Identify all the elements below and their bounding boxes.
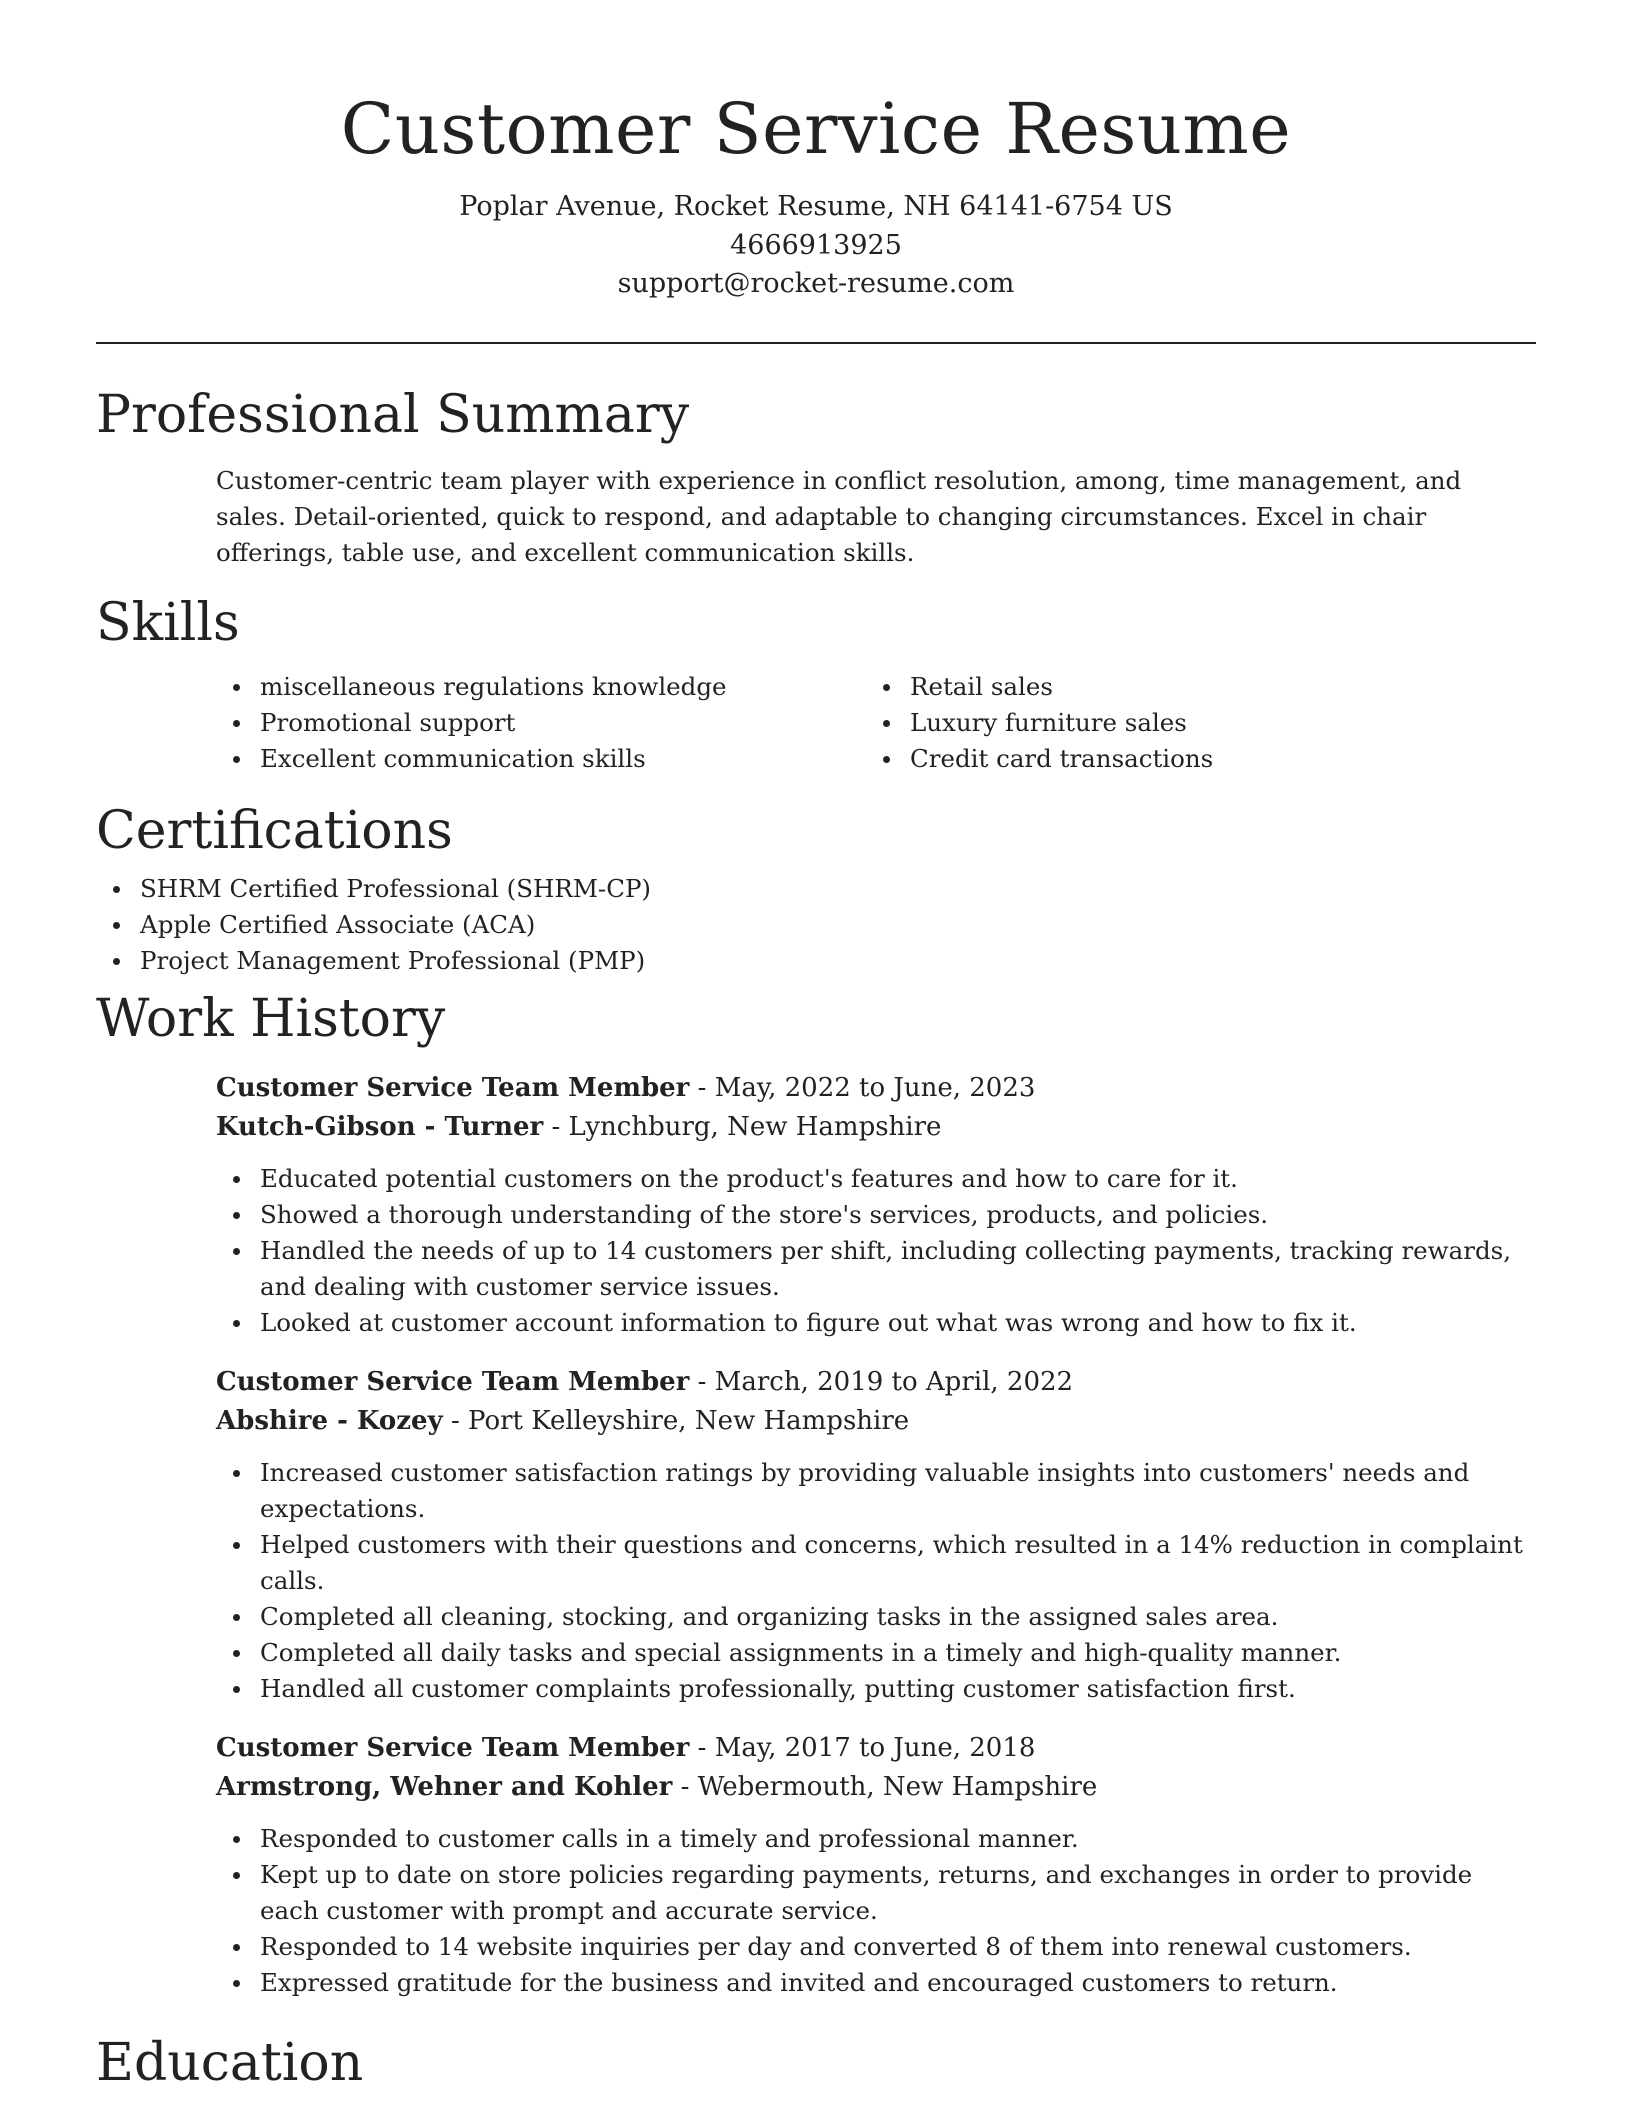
job-role: Customer Service Team Member: [216, 1367, 690, 1397]
skills-left-list: [216, 669, 866, 777]
job-duty: Educated potential customers on the product's features and how to care for it.: [216, 1161, 1536, 1197]
job-role: Customer Service Team Member: [216, 1733, 690, 1763]
job-duty: Completed all cleaning, stocking, and organizing tasks in the assigned sales area.: [216, 1599, 1536, 1635]
summary-text: Customer-centric team player with experience in conflict resolution, among, time management, and sales. Detail-oriented, quick to respond, and adaptable to changing circumstances. Excel in chair offerings, table use, and excellent communication skills.: [216, 466, 1462, 567]
job-entry: [216, 1363, 1536, 1707]
job-role-line: Customer Service Team Member - May, 2017 to June, 2018: [216, 1733, 1036, 1763]
skill-item: Credit card transactions: [866, 741, 1516, 777]
job-company-line: Abshire - Kozey - Port Kelleyshire, New Hampshire: [216, 1406, 910, 1436]
job-duty: Responded to 14 website inquiries per day and converted 8 of them into renewal customers.: [216, 1929, 1536, 1965]
skills-section: [96, 583, 1536, 777]
contact-info: [0, 188, 1632, 304]
education-section: [96, 2023, 1536, 2103]
resume-name: Customer Service Resume: [340, 88, 1292, 170]
certifications-list: [96, 871, 1536, 979]
summary-section: [96, 375, 1536, 571]
job-role-line: Customer Service Team Member - May, 2022 to June, 2023: [216, 1073, 1036, 1103]
job-company: Abshire - Kozey: [216, 1406, 443, 1436]
skills-columns: [216, 669, 1536, 777]
job-entry: [216, 1729, 1536, 2001]
job-duty: Helped customers with their questions and concerns, which resulted in a 14% reduction in complaint calls.: [216, 1527, 1536, 1599]
job-duty: Looked at customer account information to figure out what was wrong and how to fix it.: [216, 1305, 1536, 1341]
resume-content: [96, 375, 1536, 2103]
job-company-line: Kutch-Gibson - Turner - Lynchburg, New Hampshire: [216, 1112, 942, 1142]
job-duty: Expressed gratitude for the business and invited and encouraged customers to return.: [216, 1965, 1536, 2001]
job-company-line: Armstrong, Wehner and Kohler - Webermouth, New Hampshire: [216, 1772, 1098, 1802]
skills-title: Skills: [96, 593, 240, 653]
certification-item: SHRM Certified Professional (SHRM-CP): [96, 871, 1536, 907]
job-duty: Showed a thorough understanding of the store's services, products, and policies.: [216, 1197, 1536, 1233]
job-location: Lynchburg, New Hampshire: [568, 1112, 942, 1142]
job-duties-list: [216, 1821, 1536, 2001]
job-duties-list: [216, 1161, 1536, 1341]
education-title: Education: [96, 2033, 364, 2093]
work-history-title: Work History: [96, 989, 446, 1049]
skill-item: Promotional support: [216, 705, 866, 741]
job-dates: May, 2017 to June, 2018: [714, 1733, 1036, 1763]
job-duty: Completed all daily tasks and special assignments in a timely and high-quality manner.: [216, 1635, 1536, 1671]
job-duty: Responded to customer calls in a timely and professional manner.: [216, 1821, 1536, 1857]
resume-header: [0, 0, 1632, 304]
certifications-section: [96, 791, 1536, 979]
work-history-section: [96, 979, 1536, 2001]
certification-item: Project Management Professional (PMP): [96, 943, 1536, 979]
job-duty: Increased customer satisfaction ratings by providing valuable insights into customers' needs and expectations.: [216, 1455, 1536, 1527]
job-dates: March, 2019 to April, 2022: [714, 1367, 1074, 1397]
summary-title: Professional Summary: [96, 385, 690, 445]
skill-item: Excellent communication skills: [216, 741, 866, 777]
job-role-line: Customer Service Team Member - March, 2019 to April, 2022: [216, 1367, 1074, 1397]
job-entry: [216, 1069, 1536, 1341]
job-duty: Handled the needs of up to 14 customers per shift, including collecting payments, tracking rewards, and dealing with customer service issues.: [216, 1233, 1536, 1305]
contact-phone: 4666913925: [730, 229, 902, 261]
contact-address: Poplar Avenue, Rocket Resume, NH 64141-6754 US: [459, 191, 1173, 222]
contact-email: support@rocket-resume.com: [617, 268, 1015, 299]
job-location: Port Kelleyshire, New Hampshire: [468, 1406, 910, 1436]
header-divider: [96, 342, 1536, 344]
job-duty: Handled all customer complaints professionally, putting customer satisfaction first.: [216, 1671, 1536, 1707]
skill-item: miscellaneous regulations knowledge: [216, 669, 866, 705]
job-location: Webermouth, New Hampshire: [697, 1772, 1098, 1802]
job-dates: May, 2022 to June, 2023: [714, 1073, 1036, 1103]
skill-item: Luxury furniture sales: [866, 705, 1516, 741]
certifications-title: Certifications: [96, 801, 453, 861]
skills-right-list: [866, 669, 1516, 777]
certification-item: Apple Certified Associate (ACA): [96, 907, 1536, 943]
job-company: Armstrong, Wehner and Kohler: [216, 1772, 673, 1802]
job-role: Customer Service Team Member: [216, 1073, 690, 1103]
skill-item: Retail sales: [866, 669, 1516, 705]
job-duties-list: [216, 1455, 1536, 1707]
job-duty: Kept up to date on store policies regarding payments, returns, and exchanges in order to provide each customer with prompt and accurate service.: [216, 1857, 1536, 1929]
job-company: Kutch-Gibson - Turner: [216, 1112, 544, 1142]
